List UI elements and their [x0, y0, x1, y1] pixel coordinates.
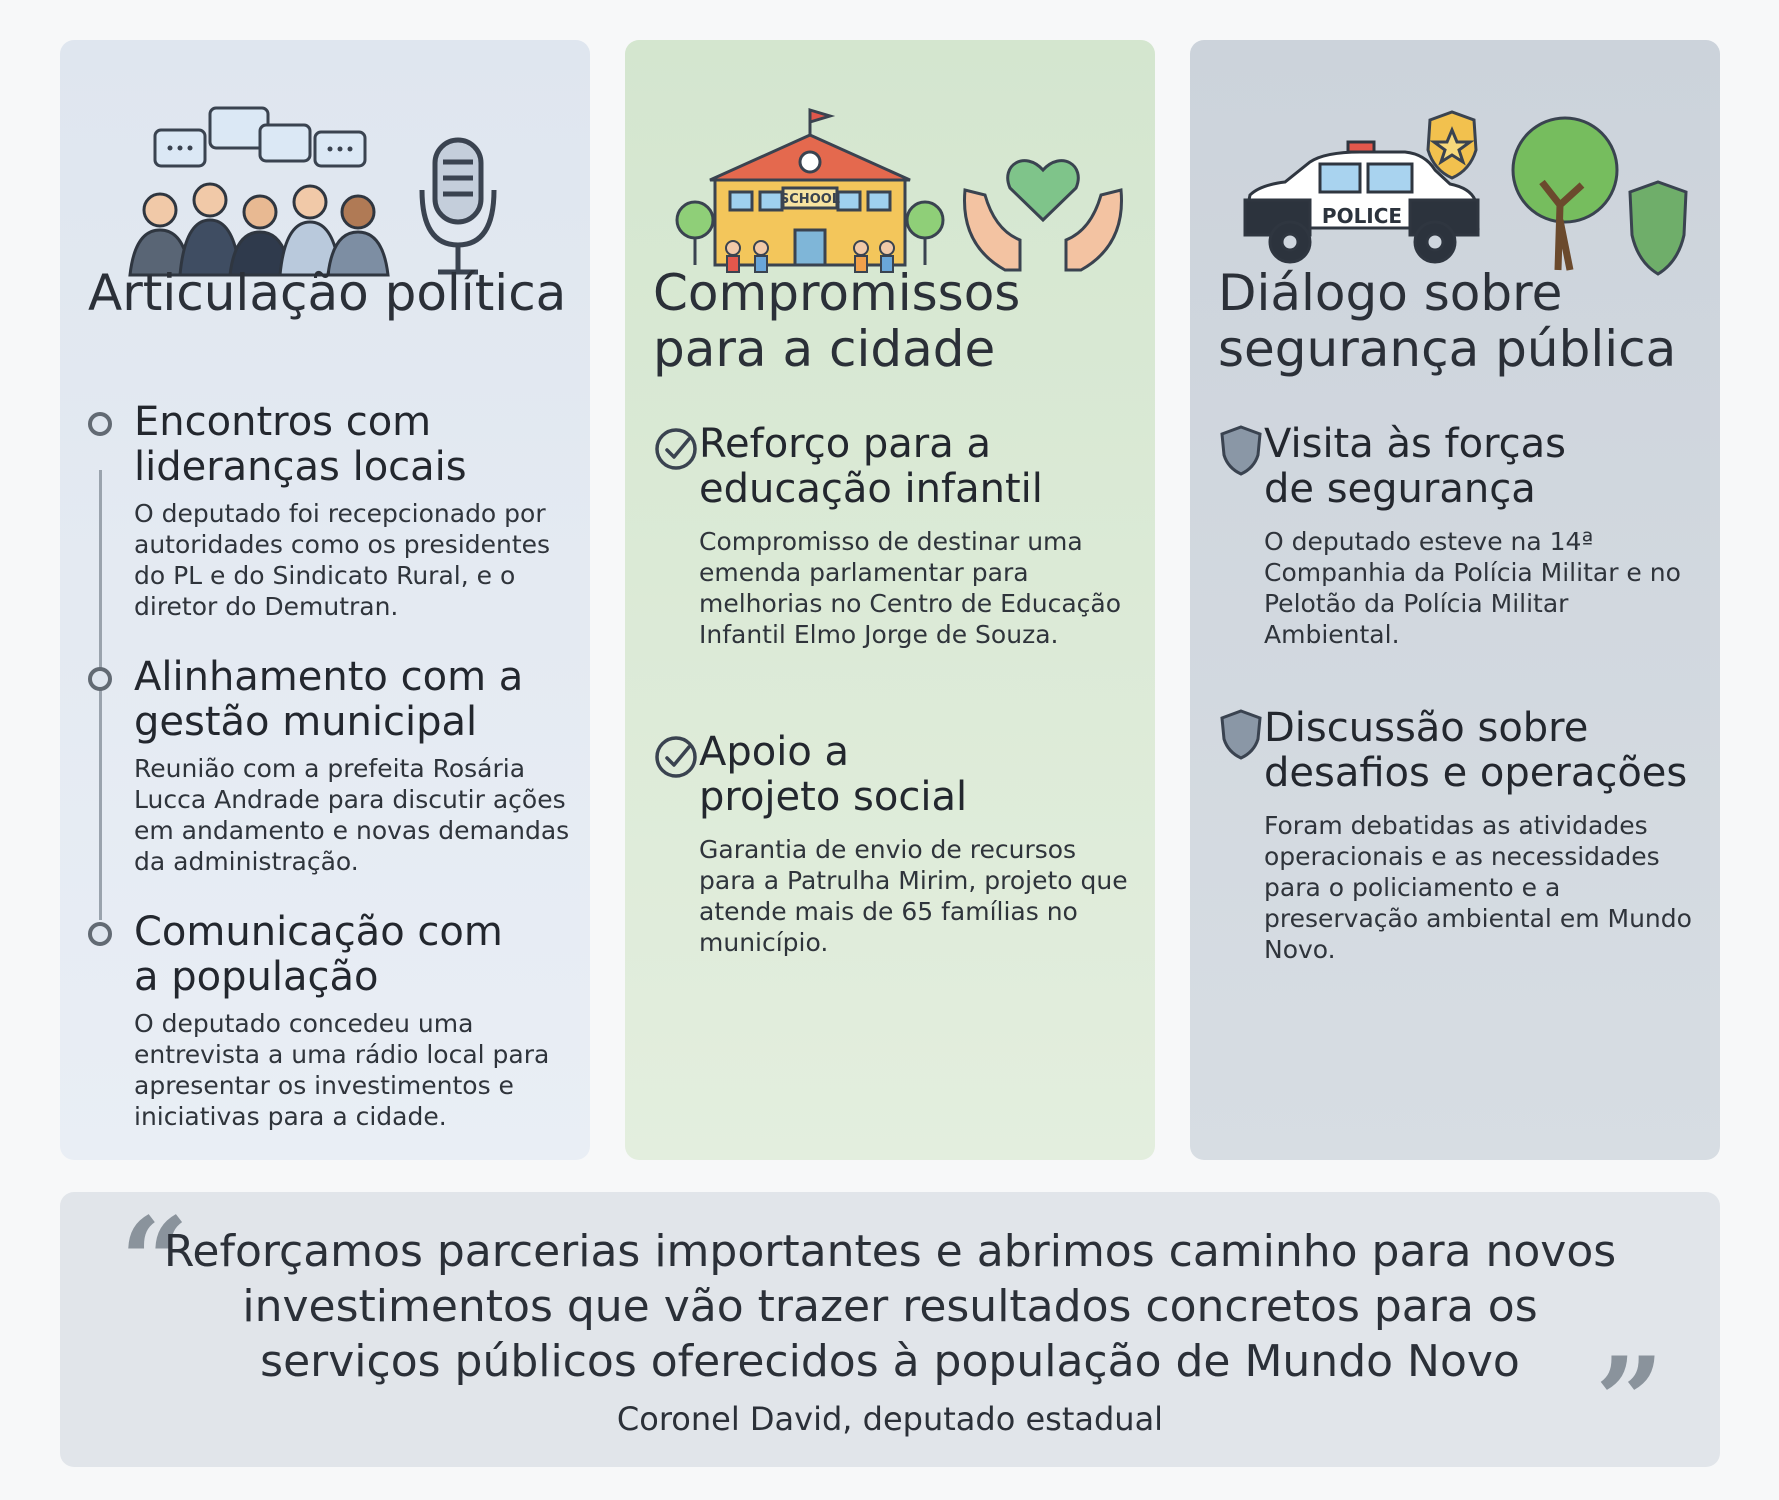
police-label: POLICE: [1321, 204, 1403, 228]
item-title: Reforço para a educação infantil: [699, 421, 1043, 512]
item-title: Comunicação com a população: [134, 909, 503, 1000]
column-compromissos: [625, 40, 1155, 1160]
item-text: Compromisso de destinar uma emenda parlamentar para melhorias no Centro de Educação Infantil Elmo Jorge de Souza.: [699, 527, 1122, 649]
check-circle-icon: [653, 734, 699, 780]
meeting-illustration: [60, 70, 590, 290]
item-text: Reunião com a prefeita Rosária Lucca Andrade para discutir ações em andamento e novas demandas da administração.: [134, 754, 570, 876]
item-text: Garantia de envio de recursos para a Patrulha Mirim, projeto que atende mais de 65 famílias no município.: [699, 835, 1128, 957]
column-title: Diálogo sobre segurança pública: [1218, 264, 1677, 378]
timeline-dot-icon: [88, 412, 112, 436]
item-title: Discussão sobre desafios e operações: [1264, 705, 1688, 796]
item-text: Foram debatidas as atividades operacionais e as necessidades para o policiamento e a preservação ambiental em Mundo Novo.: [1264, 811, 1692, 964]
item-title: Alinhamento com a gestão municipal: [134, 654, 524, 745]
shield-icon: [1218, 424, 1264, 476]
school-illustration: [625, 70, 1155, 290]
heart-hands-icon: [965, 161, 1122, 270]
item-title: Apoio a projeto social: [699, 729, 968, 820]
item-text: O deputado concedeu uma entrevista a uma rádio local para apresentar os investimentos e iniciativas para a cidade.: [134, 1009, 550, 1131]
item-title: Encontros com lideranças locais: [134, 399, 467, 490]
timeline-dot-icon: [88, 922, 112, 946]
item-text: O deputado esteve na 14ª Companhia da Polícia Militar e no Pelotão da Polícia Militar Ambiental.: [1264, 527, 1681, 649]
shield-icon: [1630, 182, 1686, 274]
item-title: Visita às forças de segurança: [1264, 421, 1566, 512]
school-icon: [710, 110, 910, 265]
column-articulacao-politica: [60, 40, 590, 1160]
open-quote-icon: “: [120, 1191, 190, 1332]
column-title: Compromissos para a cidade: [653, 264, 1021, 378]
close-quote-icon: ”: [1595, 1331, 1665, 1472]
quote-text: Reforçamos parcerias importantes e abrimos caminho para novos investimentos que vão trazer resultados concretos para os serviços públicos oferecidos à população de Mundo Novo: [163, 1226, 1617, 1387]
shield-icon: [1218, 708, 1264, 760]
quote-box: [60, 1191, 1720, 1472]
people-icon: [130, 184, 388, 275]
item-text: O deputado foi recepcionado por autoridades como os presidentes do PL e do Sindicato Rural, e o diretor do Demutran.: [134, 499, 551, 621]
column-title: Articulação política: [88, 264, 567, 322]
school-sign: SCHOOL: [779, 192, 841, 207]
check-circle-icon: [653, 426, 699, 472]
tree-icon: [1513, 118, 1617, 270]
speech-bubbles-icon: [155, 108, 365, 166]
quote-author: Coronel David, deputado estadual: [616, 1400, 1164, 1438]
timeline-dot-icon: [88, 667, 112, 691]
timeline-line: [99, 470, 102, 920]
security-illustration: [1190, 70, 1720, 290]
column-seguranca-publica: [1190, 40, 1720, 1160]
microphone-icon: [422, 140, 494, 272]
